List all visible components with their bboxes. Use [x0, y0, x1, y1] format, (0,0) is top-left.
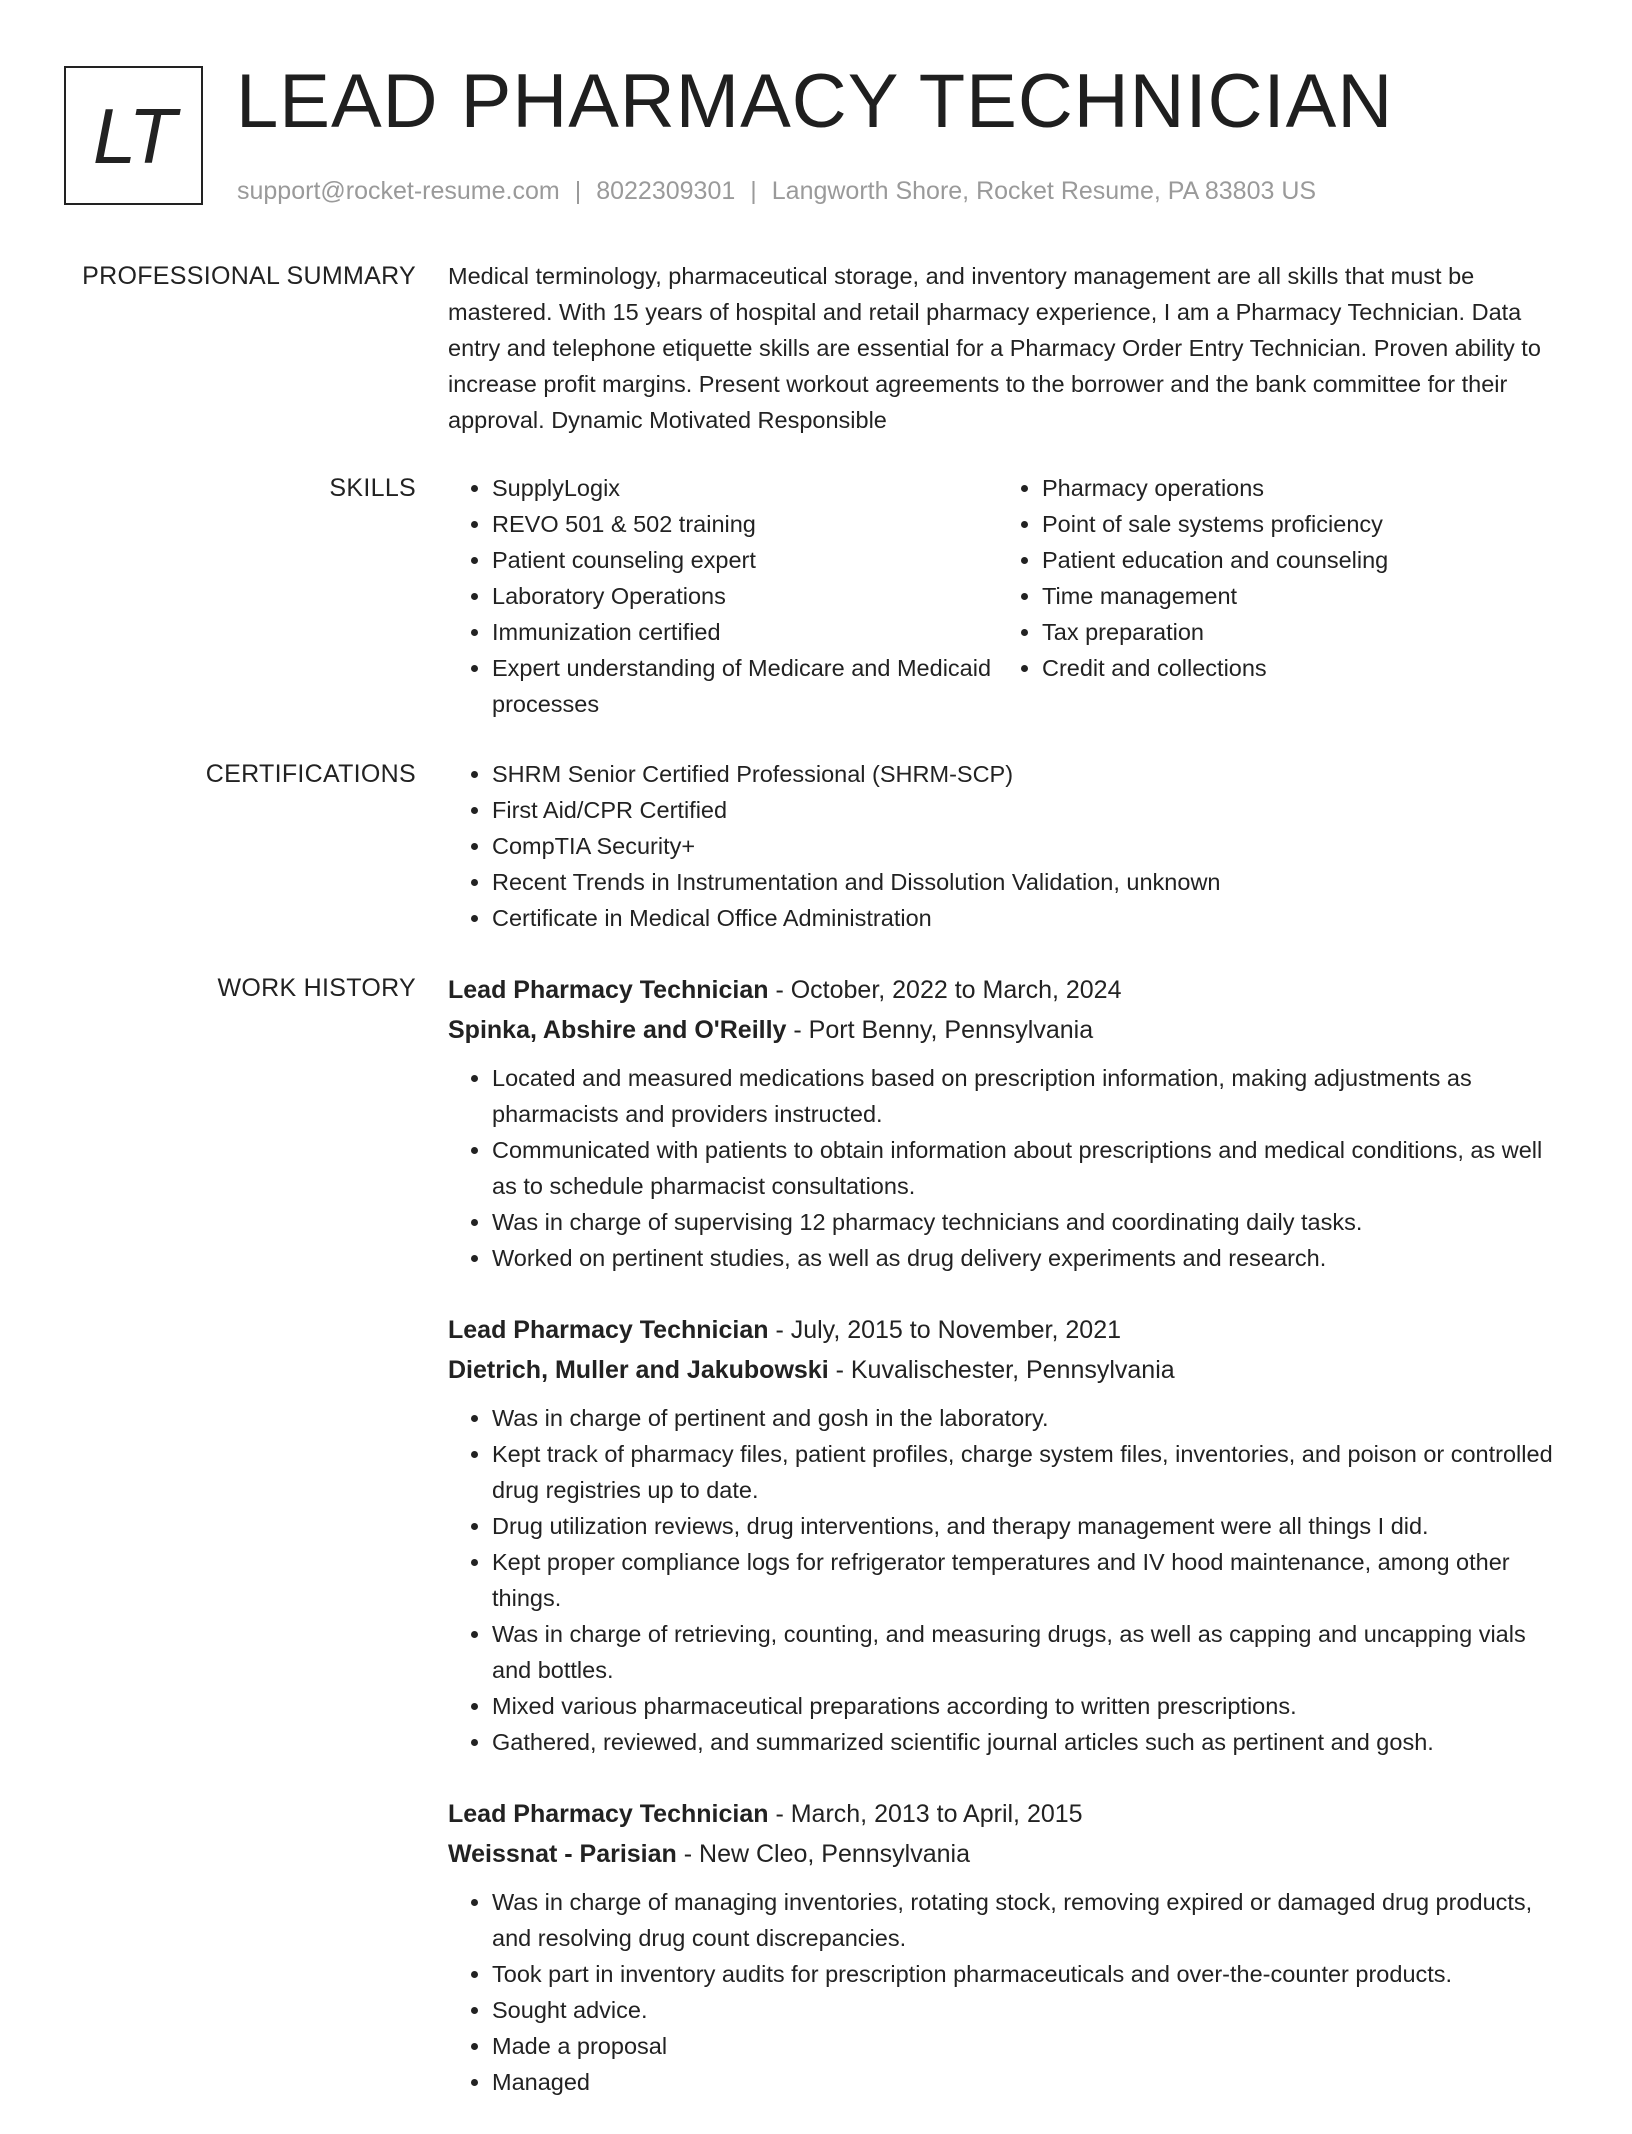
job-duty: • Gathered, reviewed, and summarized scientific journal articles such as pertinent and gosh. [492, 1724, 1560, 1760]
work-history-heading: WORK HISTORY [217, 974, 416, 1002]
skill-item: • REVO 501 & 502 training [492, 506, 998, 542]
skills-heading: SKILLS [329, 474, 416, 502]
certifications-list [448, 756, 1560, 936]
job-entry [448, 1794, 1560, 2100]
job-duty: • Managed [492, 2064, 1560, 2100]
job-dates: - March, 2013 to April, 2015 [768, 1800, 1083, 1828]
skills-list-left [448, 470, 998, 722]
job-title-line [448, 1310, 1560, 1350]
contact-phone[interactable]: 8022309301 [596, 177, 736, 205]
job-company: Weissnat - Parisian [448, 1840, 677, 1868]
skill-item: • Credit and collections [1042, 650, 1558, 686]
job-duty: • Was in charge of managing inventories, rotating stock, removing expired or damaged drug products, and resolving drug count discrepancies. [492, 1884, 1560, 1956]
work-history-body [448, 970, 1560, 2134]
job-duty: • Drug utilization reviews, drug interventions, and therapy management were all things I did. [492, 1508, 1560, 1544]
job-duty: • Took part in inventory audits for prescription pharmaceuticals and over-the-counter products. [492, 1956, 1560, 1992]
job-duties-list [448, 1884, 1560, 2100]
certification-item: • CompTIA Security+ [492, 828, 1560, 864]
contact-separator: | [574, 177, 582, 205]
job-company-line [448, 1010, 1560, 1050]
skill-item: • Pharmacy operations [1042, 470, 1558, 506]
job-duty: • Worked on pertinent studies, as well as drug delivery experiments and research. [492, 1240, 1560, 1276]
job-duty: • Kept track of pharmacy files, patient profiles, charge system files, inventories, and poison or controlled drug registries up to date. [492, 1436, 1560, 1508]
contact-line [237, 174, 1316, 208]
job-dates: - October, 2022 to March, 2024 [768, 976, 1122, 1004]
job-dates: - July, 2015 to November, 2021 [768, 1316, 1122, 1344]
skill-item: • Patient counseling expert [492, 542, 998, 578]
skill-item: • Time management [1042, 578, 1558, 614]
job-location: - Kuvalischester, Pennsylvania [828, 1356, 1175, 1384]
certification-item: • SHRM Senior Certified Professional (SHRM-SCP) [492, 756, 1560, 792]
job-role: Lead Pharmacy Technician [448, 1800, 769, 1828]
job-entry [448, 1310, 1560, 1760]
job-company: Dietrich, Muller and Jakubowski [448, 1356, 829, 1384]
skill-item: • Patient education and counseling [1042, 542, 1558, 578]
job-company-line [448, 1350, 1560, 1390]
job-duties-list [448, 1060, 1560, 1276]
job-duty: • Was in charge of retrieving, counting, and measuring drugs, as well as capping and uncapping vials and bottles. [492, 1616, 1560, 1688]
certification-item: • Recent Trends in Instrumentation and Dissolution Validation, unknown [492, 864, 1560, 900]
skill-item: • Laboratory Operations [492, 578, 998, 614]
summary-body [448, 258, 1560, 438]
skill-item: • Expert understanding of Medicare and Medicaid processes [492, 650, 998, 722]
job-role: Lead Pharmacy Technician [448, 976, 769, 1004]
contact-email[interactable]: support@rocket-resume.com [237, 177, 560, 205]
job-duties-list [448, 1400, 1560, 1760]
skill-item: • SupplyLogix [492, 470, 998, 506]
job-duty: • Mixed various pharmaceutical preparations according to written prescriptions. [492, 1688, 1560, 1724]
skills-body [448, 470, 1560, 722]
job-location: - New Cleo, Pennsylvania [676, 1840, 970, 1868]
job-duty: • Made a proposal [492, 2028, 1560, 2064]
summary-heading: PROFESSIONAL SUMMARY [82, 262, 416, 290]
skill-item: • Immunization certified [492, 614, 998, 650]
job-duty: • Sought advice. [492, 1992, 1560, 2028]
contact-address: Langworth Shore, Rocket Resume, PA 83803 US [771, 177, 1317, 205]
job-duty: • Was in charge of pertinent and gosh in the laboratory. [492, 1400, 1560, 1436]
job-location: - Port Benny, Pennsylvania [786, 1016, 1094, 1044]
resume-title: LEAD PHARMACY TECHNICIAN [236, 59, 1394, 144]
certifications-body [448, 756, 1560, 936]
job-company-line [448, 1834, 1560, 1874]
skill-item: • Point of sale systems proficiency [1042, 506, 1558, 542]
job-role: Lead Pharmacy Technician [448, 1316, 769, 1344]
job-company: Spinka, Abshire and O'Reilly [448, 1016, 787, 1044]
monogram-text: LT [92, 91, 175, 180]
job-title-line [448, 970, 1560, 1010]
certifications-heading: CERTIFICATIONS [205, 760, 416, 788]
certification-item: • First Aid/CPR Certified [492, 792, 1560, 828]
job-duty: • Was in charge of supervising 12 pharmacy technicians and coordinating daily tasks. [492, 1204, 1560, 1240]
job-title-line [448, 1794, 1560, 1834]
job-duty: • Located and measured medications based on prescription information, making adjustments as pharmacists and providers instructed. [492, 1060, 1560, 1132]
monogram-badge [64, 66, 203, 205]
job-entry [448, 970, 1560, 1276]
skill-item: • Tax preparation [1042, 614, 1558, 650]
job-duty: • Communicated with patients to obtain information about prescriptions and medical conditions, as well as to schedule pharmacist consultations. [492, 1132, 1560, 1204]
job-duty: • Kept proper compliance logs for refrigerator temperatures and IV hood maintenance, among other things. [492, 1544, 1560, 1616]
certification-item: • Certificate in Medical Office Administration [492, 900, 1560, 936]
summary-text: Medical terminology, pharmaceutical storage, and inventory management are all skills that must be mastered. With 15 years of hospital and retail pharmacy experience, I am a Pharmacy Technician. Data entry and telephone etiquette skills are essential for a Pharmacy Order Entry Technician. Proven ability to increase profit margins. Present workout agreements to the borrower and the bank committee for their approval. Dynamic Motivated Responsible [448, 263, 1541, 433]
contact-separator: | [750, 177, 757, 205]
skills-list-right [998, 470, 1558, 722]
